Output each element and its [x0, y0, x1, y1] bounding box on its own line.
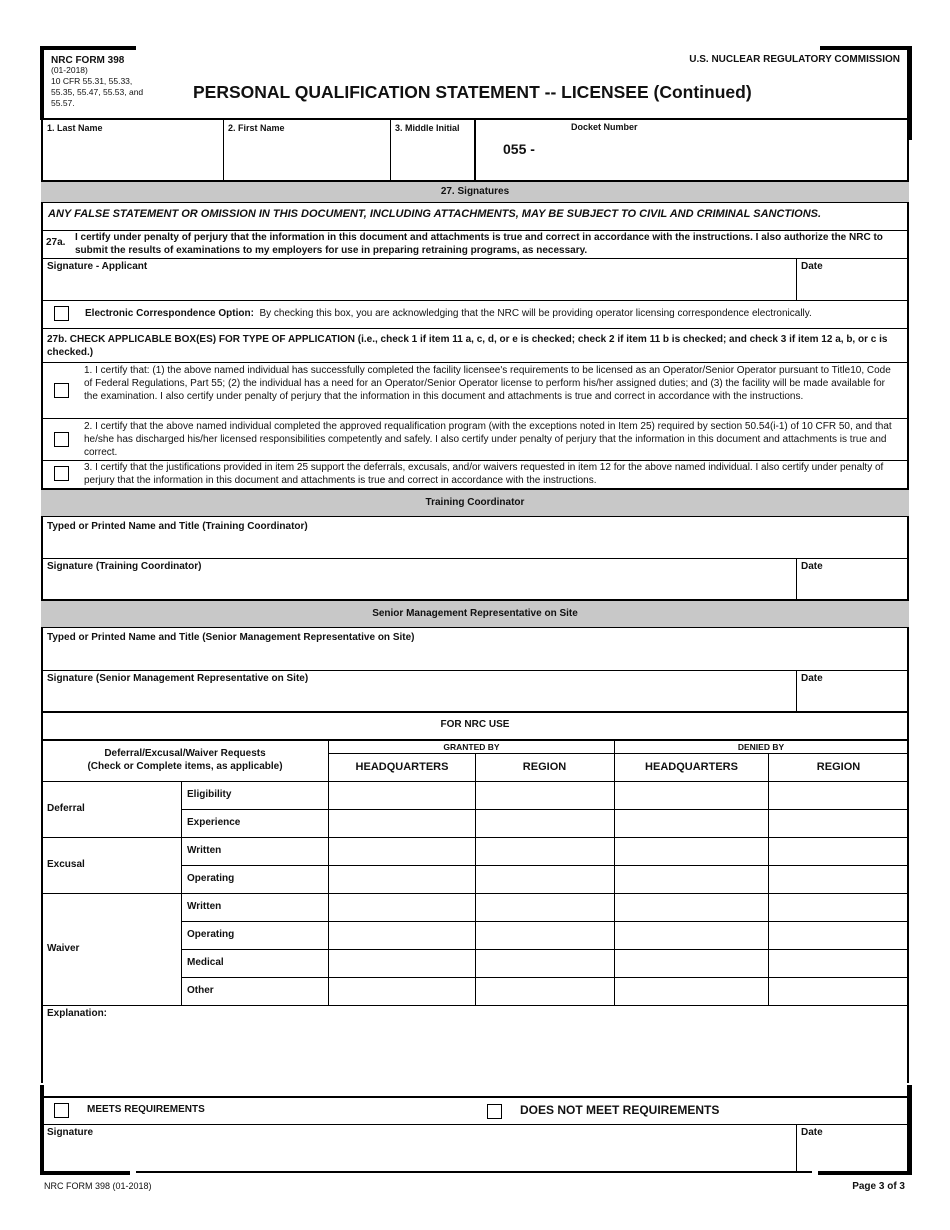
form-id: NRC FORM 398 — [51, 55, 125, 66]
row-waiver-medical-label: Medical — [187, 957, 224, 968]
rule — [329, 753, 909, 754]
bottom-left-bar — [40, 1171, 130, 1175]
waiver-group-label: Waiver — [47, 943, 80, 954]
training-signature-label: Signature (Training Coordinator) — [47, 561, 202, 572]
bottom-left-bar-vertical — [40, 1085, 44, 1175]
first-name-label: 2. First Name — [228, 123, 285, 133]
electronic-correspondence-checkbox[interactable] — [54, 306, 69, 321]
rule — [181, 977, 909, 978]
divider — [796, 1124, 797, 1172]
granted-by-header: GRANTED BY — [443, 742, 500, 752]
training-date-label: Date — [801, 561, 823, 572]
rule — [40, 118, 912, 120]
rule — [41, 1124, 909, 1125]
denied-hq-header: HEADQUARTERS — [645, 761, 738, 773]
row-waiver-operating-label: Operating — [187, 929, 235, 940]
docket-number-label: Docket Number — [571, 122, 638, 132]
sanctions-warning: ANY FALSE STATEMENT OR OMISSION IN THIS DOCUMENT, INCLUDING ATTACHMENTS, MAY BE SUBJECT TO CIVIL AND CRIMINAL SANCTIONS. — [48, 208, 822, 220]
divider — [796, 670, 797, 712]
rule — [41, 362, 909, 363]
cert-3-checkbox[interactable] — [54, 466, 69, 481]
excusal-group-label: Excusal — [47, 859, 85, 870]
agency-name: U.S. NUCLEAR REGULATORY COMMISSION — [689, 54, 900, 65]
granted-hq-header: HEADQUARTERS — [355, 761, 449, 773]
footer-form-ref: NRC FORM 398 (01-2018) — [44, 1181, 152, 1191]
docket-number-value[interactable]: 055 - — [503, 141, 535, 157]
rule — [41, 837, 909, 838]
does-not-meet-label: DOES NOT MEET REQUIREMENTS — [520, 1103, 720, 1117]
rule — [181, 921, 909, 922]
denied-by-header: DENIED BY — [737, 742, 785, 752]
rule — [41, 258, 909, 259]
item-27b-instructions: 27b. CHECK APPLICABLE BOX(ES) FOR TYPE OF APPLICATION (i.e., check 1 if item 11 a, c, d, or e is checked; check 2 if item 11 b is checked; and check 3 if item 12 a, b, or c is checked.) — [47, 334, 888, 358]
rule — [181, 949, 909, 950]
rule — [41, 893, 909, 894]
rule — [41, 558, 909, 559]
applicant-date-label: Date — [801, 261, 823, 272]
row-experience-label: Experience — [187, 817, 241, 828]
rule — [41, 711, 909, 713]
requests-header-2: (Check or Complete items, as applicable) — [87, 761, 283, 772]
last-name-label: 1. Last Name — [47, 123, 103, 133]
form-date: (01-2018) — [51, 65, 88, 75]
top-left-bar-vertical — [40, 46, 44, 118]
rule — [41, 1005, 909, 1006]
nrc-use-header: FOR NRC USE — [440, 719, 510, 730]
top-right-bar-vertical — [907, 46, 912, 140]
middle-initial-label: 3. Middle Initial — [395, 123, 460, 133]
rule — [181, 809, 909, 810]
electronic-correspondence-option — [85, 308, 812, 319]
senior-date-label: Date — [801, 673, 823, 684]
rule — [136, 1171, 812, 1173]
bottom-right-bar — [818, 1171, 912, 1175]
training-name-label: Typed or Printed Name and Title (Training Coordinator) — [47, 521, 308, 532]
cfr-refs: 10 CFR 55.31, 55.33, 55.35, 55.47, 55.53, and 55.57. — [51, 76, 144, 108]
rule — [41, 670, 909, 671]
divider — [796, 558, 797, 600]
senior-management-header: Senior Management Representative on Site — [41, 599, 909, 628]
divider — [474, 119, 476, 181]
meets-requirements-checkbox[interactable] — [54, 1103, 69, 1118]
row-waiver-other-label: Other — [187, 985, 214, 996]
divider — [768, 753, 769, 1005]
divider — [796, 258, 797, 300]
ecorr-text: By checking this box, you are acknowledging that the NRC will be providing operator licensing correspondence electronically. — [259, 308, 812, 319]
rule — [181, 865, 909, 866]
does-not-meet-checkbox[interactable] — [487, 1104, 502, 1119]
senior-name-label: Typed or Printed Name and Title (Senior Management Representative on Site) — [47, 632, 415, 643]
row-eligibility-label: Eligibility — [187, 789, 232, 800]
footer-page-number: Page 3 of 3 — [852, 1181, 905, 1192]
cert-2-checkbox[interactable] — [54, 432, 69, 447]
deferral-group-label: Deferral — [47, 803, 85, 814]
rule — [41, 418, 909, 419]
divider — [328, 740, 329, 1005]
divider — [614, 740, 615, 1005]
rule — [40, 1096, 912, 1098]
signatures-section-header: 27. Signatures — [41, 180, 909, 203]
explanation-label: Explanation: — [47, 1008, 108, 1019]
training-coordinator-header: Training Coordinator — [41, 488, 909, 517]
granted-region-header: REGION — [522, 761, 567, 773]
divider — [475, 753, 476, 1005]
top-right-bar — [820, 46, 912, 50]
ecorr-label: Electronic Correspondence Option: — [85, 308, 254, 319]
denied-region-header: REGION — [816, 761, 861, 773]
item-27a-certification: I certify under penalty of perjury that the information in this document and attachments is true and correct in accordance with the instructions. I also authorize the NRC to submit the results of examinations to my employers for use in preparing retraining programs, as necessary. — [75, 232, 883, 256]
rule — [41, 739, 909, 741]
requests-header-1: Deferral/Excusal/Waiver Requests — [104, 748, 266, 759]
cert-3-text: 3. I certify that the justifications provided in item 25 support the deferrals, excusals, and/or waivers requested in item 12 for the above named individual. I also certify under penalty of perjury that the information in this document and attachments is true and correct in accordance with the instructions. — [84, 462, 884, 486]
divider — [390, 119, 391, 181]
top-left-bar — [40, 46, 136, 50]
form-title: PERSONAL QUALIFICATION STATEMENT -- LICENSEE (Continued) — [193, 82, 752, 102]
row-waiver-written-label: Written — [187, 901, 222, 912]
row-excusal-written-label: Written — [187, 845, 222, 856]
senior-signature-label: Signature (Senior Management Representative on Site) — [47, 673, 309, 684]
rule — [41, 328, 909, 329]
nrc-date-label: Date — [801, 1127, 823, 1138]
meets-requirements-label: MEETS REQUIREMENTS — [87, 1104, 205, 1115]
nrc-signature-label: Signature — [47, 1127, 94, 1138]
applicant-signature-label: Signature - Applicant — [47, 261, 148, 272]
divider — [223, 119, 224, 181]
cert-2-text: 2. I certify that the above named individual completed the approved requalification program (with the exceptions noted in Item 25) required by section 50.54(i-1) of 10 CFR 50, and that he/she has discharged his/her licensed responsibilities competently and safely. I also certify under penalty of perjury that the information in this document and attachments is true and correct. — [84, 421, 892, 458]
row-excusal-operating-label: Operating — [187, 873, 235, 884]
cert-1-checkbox[interactable] — [54, 383, 69, 398]
item-27a-number: 27a. — [46, 237, 66, 248]
cert-1-text: 1. I certify that: (1) the above named individual has successfully completed the facility licensee's requirements to be licensed as an Operator/Senior Operator pursuant to Title10, Code of Federal Regulations, Part 55; (2) the individual has a need for an Operator/Senior Operator license to perform his/her assigned duties; and (3) the facility will be made available for the examination. I also certify under penalty of perjury that the information in this document and attachments is true and correct in accordance with the instructions. — [84, 365, 891, 402]
bottom-right-bar-vertical — [907, 1085, 912, 1175]
rule — [41, 300, 909, 301]
